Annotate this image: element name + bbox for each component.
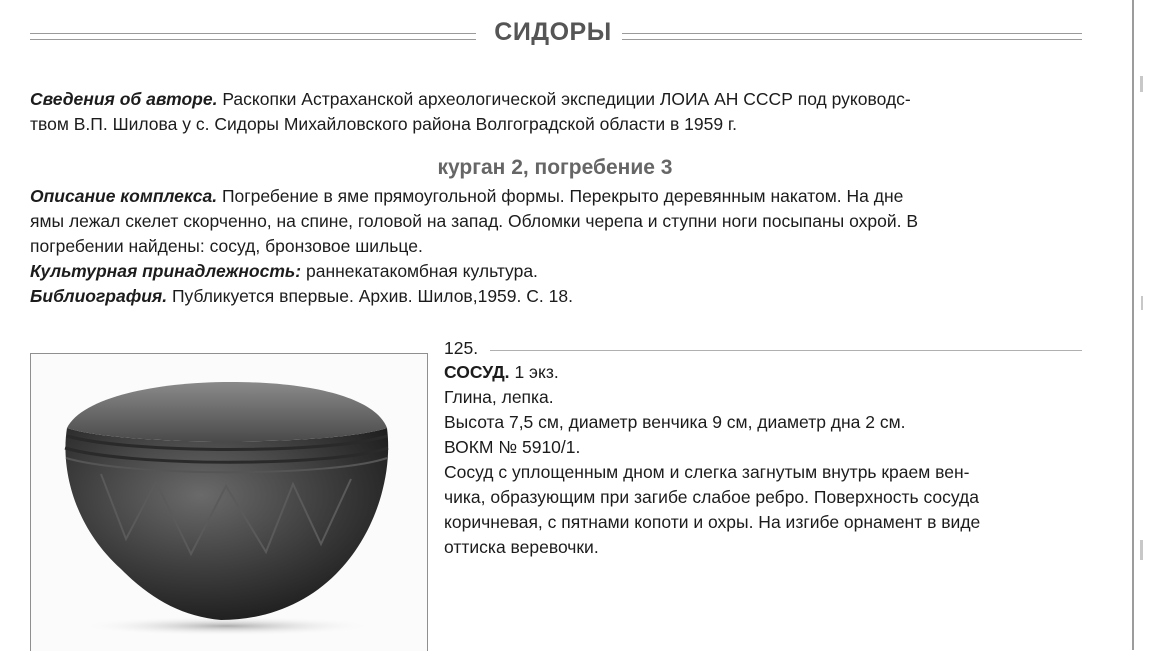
description-text-1: Погребение в яме прямоугольной формы. Перекрыто деревянным накатом. На дне [221, 186, 904, 206]
scan-edge-line [1132, 0, 1134, 650]
description-line-1 [30, 184, 1120, 209]
vessel-rim [67, 382, 387, 442]
catalog-dimensions: Высота 7,5 см, диаметр венчика 9 см, диаметр дна 2 см. [444, 412, 906, 432]
catalog-text-1: Сосуд с уплощенным дном и слегка загнутым внутрь краем вен- [444, 462, 970, 482]
header-rule-right [622, 33, 1082, 40]
author-info-line-1 [30, 87, 1110, 112]
catalog-text-3: коричневая, с пятнами копоти и охры. На изгибе орнамент в виде [444, 512, 981, 532]
author-info-label: Сведения об авторе. [30, 89, 218, 109]
catalog-inventory: ВОКМ № 5910/1. [444, 437, 581, 457]
author-info-text-1: Раскопки Астраханской археологической экспедиции ЛОИА АН СССР под руководс- [222, 89, 911, 109]
author-info [30, 87, 1110, 137]
bibliography-value: Публикуется впервые. Архив. Шилов,1959. С. 18. [171, 286, 573, 306]
description-text-3: погребении найдены: сосуд, бронзовое шильце. [30, 236, 423, 256]
catalog-material: Глина, лепка. [444, 387, 554, 407]
catalog-item-name: СОСУД. [444, 362, 510, 382]
catalog-number: 125. [444, 338, 479, 358]
vessel-illustration [31, 354, 427, 651]
catalog-text-4: оттиска веревочки. [444, 537, 599, 557]
catalog-item-line [444, 360, 559, 384]
scan-edge-mark-1 [1140, 76, 1143, 92]
catalog-rule [490, 350, 1082, 351]
bibliography-label: Библиография. [30, 286, 168, 306]
culture-label: Культурная принадлежность: [30, 261, 302, 281]
burial-title: курган 2, погребение 3 [437, 156, 673, 179]
bibliography-line [30, 284, 1120, 309]
catalog-text-2: чика, образующим при загибе слабое ребро. Поверхность сосуда [444, 487, 980, 507]
description-label: Описание комплекса. [30, 186, 218, 206]
scan-edge-mark-2 [1141, 296, 1143, 310]
catalog-item-count: 1 экз. [514, 362, 559, 382]
scan-edge-mark-3 [1140, 540, 1143, 560]
author-info-text-2: твом В.П. Шилова у с. Сидоры Михайловского района Волгоградской области в 1959 г. [30, 114, 738, 134]
header-rule-left [30, 33, 476, 40]
page-title: СИДОРЫ [494, 18, 612, 46]
culture-value: раннекатакомбная культура. [306, 261, 538, 281]
description [30, 184, 1120, 309]
vessel-photo [30, 353, 428, 651]
culture-line [30, 259, 1120, 284]
description-text-2: ямы лежал скелет скорченно, на спине, головой на запад. Обломки черепа и ступни ноги посыпаны охрой. В [30, 211, 919, 231]
